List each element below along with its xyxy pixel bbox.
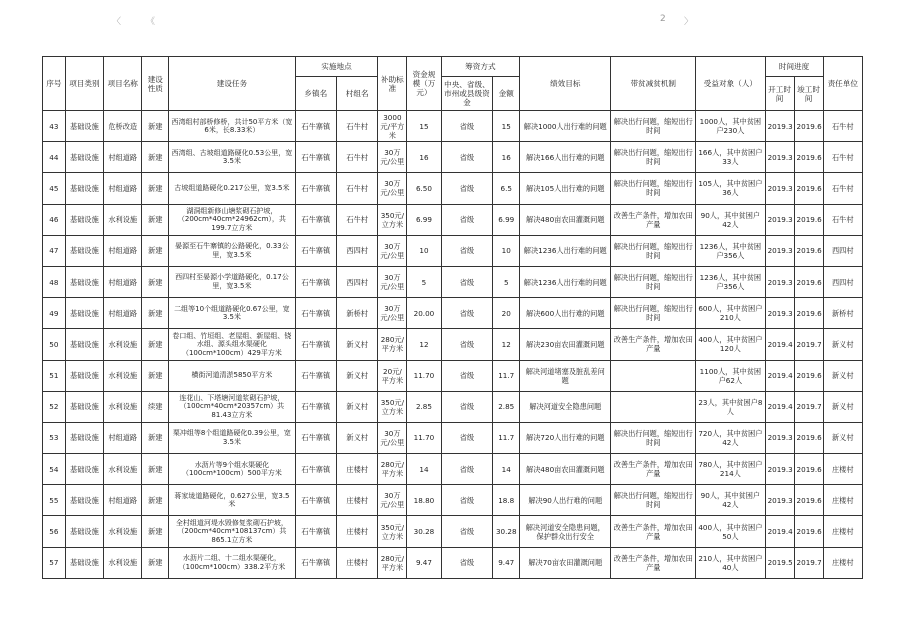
header-start: 开工时间 [765,77,794,111]
cell-category: 基础设施 [65,360,103,391]
cell-unit: 新桥村 [823,298,862,329]
cell-start: 2019.4 [765,329,794,360]
cell-end: 2019.6 [794,235,823,266]
cell-name: 村组道路 [104,173,142,204]
cell-name: 水利设施 [104,329,142,360]
table-row [43,391,863,422]
cell-goal: 解决70亩农田灌溉问题 [520,547,611,578]
page-mark-left-b: 《 [146,17,156,27]
cell-task: 水沥片等9个组水渠硬化（100cm*100cm）500平方米 [169,454,295,485]
cell-start: 2019.3 [765,298,794,329]
cell-seq: 51 [43,360,66,391]
cell-task: 古坡组道路硬化0.217公里，宽3.5米 [169,173,295,204]
cell-category: 基础设施 [65,422,103,453]
cell-category: 基础设施 [65,391,103,422]
cell-village: 新义村 [336,360,377,391]
cell-unit: 西四村 [823,235,862,266]
table-row [43,266,863,297]
cell-amount: 2.85 [493,391,520,422]
cell-amount: 12 [493,329,520,360]
cell-village: 庄楼村 [336,454,377,485]
cell-beneficiary: 1236人，其中贫困户356人 [696,266,765,297]
cell-scale: 6.50 [407,173,441,204]
header-unit: 责任单位 [823,57,862,111]
page-mark-left-a: 〈 [112,17,122,27]
cell-nature: 新建 [142,360,169,391]
cell-name: 村组道路 [104,298,142,329]
table-row [43,204,863,235]
cell-seq: 50 [43,329,66,360]
cell-seq: 48 [43,266,66,297]
cell-subsidy: 30万元/公里 [378,235,407,266]
cell-name: 水利设施 [104,360,142,391]
cell-township: 石牛寨镇 [295,391,336,422]
table-body [43,111,863,579]
cell-start: 2019.5 [765,547,794,578]
cell-township: 石牛寨镇 [295,266,336,297]
header-task: 建设任务 [169,57,295,111]
cell-goal: 解决480亩农田灌溉问题 [520,204,611,235]
cell-start: 2019.3 [765,173,794,204]
header-row-1 [43,57,863,77]
header-subsidy: 补助标准 [378,57,407,111]
cell-task: 全村组道河堤水毁修复浆砌石护坡，（200cm*40cm*108137cm）共865.1立方米 [169,516,295,547]
cell-subsidy: 30万元/公里 [378,266,407,297]
cell-beneficiary: 1000人，其中贫困户230人 [696,111,765,142]
cell-end: 2019.6 [794,516,823,547]
cell-scale: 9.47 [407,547,441,578]
cell-seq: 54 [43,454,66,485]
cell-start: 2019.3 [765,111,794,142]
cell-scale: 5 [407,266,441,297]
table-row [43,298,863,329]
cell-end: 2019.6 [794,204,823,235]
cell-mechanism: 解决出行问题，缩短出行时间 [611,422,696,453]
cell-unit: 庄楼村 [823,547,862,578]
cell-amount: 11.7 [493,422,520,453]
cell-task: 晏源至石牛寨镇的公路硬化，0.33公里，宽3.5米 [169,235,295,266]
cell-amount: 5 [493,266,520,297]
cell-seq: 44 [43,142,66,173]
cell-amount: 20 [493,298,520,329]
cell-unit: 石牛村 [823,204,862,235]
cell-mechanism: 改善生产条件，增加农田产量 [611,204,696,235]
cell-name: 水利设施 [104,204,142,235]
cell-mechanism: 改善生产条件，增加农田产量 [611,329,696,360]
cell-name: 危桥改造 [104,111,142,142]
cell-task: 水沥片二组、十二组水渠硬化，（100cm*100cm）338.2平方米 [169,547,295,578]
cell-category: 基础设施 [65,485,103,516]
cell-goal: 解决105人出行难的问题 [520,173,611,204]
cell-township: 石牛寨镇 [295,142,336,173]
cell-end: 2019.6 [794,173,823,204]
cell-subsidy: 30万元/公里 [378,298,407,329]
cell-beneficiary: 90人，其中贫困户42人 [696,204,765,235]
header-goal: 绩效目标 [520,57,611,111]
cell-mechanism [611,360,696,391]
header-funding: 筹资方式 [441,57,520,77]
cell-start: 2019.3 [765,485,794,516]
cell-mechanism [611,391,696,422]
cell-mechanism: 改善生产条件，增加农田产量 [611,454,696,485]
cell-seq: 46 [43,204,66,235]
cell-township: 石牛寨镇 [295,298,336,329]
cell-category: 基础设施 [65,266,103,297]
cell-end: 2019.6 [794,111,823,142]
cell-unit: 西四村 [823,266,862,297]
cell-end: 2019.6 [794,454,823,485]
cell-township: 石牛寨镇 [295,111,336,142]
cell-category: 基础设施 [65,204,103,235]
table-row [43,235,863,266]
cell-source: 省级 [441,235,493,266]
cell-unit: 庄楼村 [823,485,862,516]
cell-nature: 新建 [142,422,169,453]
cell-source: 省级 [441,360,493,391]
cell-start: 2019.3 [765,142,794,173]
cell-task: 栗冲组等8个组道路硬化0.39公里，宽3.5米 [169,422,295,453]
cell-category: 基础设施 [65,454,103,485]
cell-goal: 解决480亩农田灌溉问题 [520,454,611,485]
cell-end: 2019.6 [794,142,823,173]
cell-seq: 53 [43,422,66,453]
cell-beneficiary: 166人，其中贫困户33人 [696,142,765,173]
cell-unit: 新义村 [823,422,862,453]
page-mark-right: 〉 [684,17,694,27]
cell-nature: 新建 [142,485,169,516]
cell-end: 2019.6 [794,360,823,391]
cell-township: 石牛寨镇 [295,485,336,516]
cell-source: 省级 [441,173,493,204]
cell-mechanism: 改善生产条件，增加农田产量 [611,547,696,578]
cell-end: 2019.6 [794,485,823,516]
cell-subsidy: 30万元/公里 [378,422,407,453]
cell-village: 石牛村 [336,142,377,173]
cell-scale: 12 [407,329,441,360]
cell-subsidy: 3000元/平方米 [378,111,407,142]
cell-source: 省级 [441,298,493,329]
cell-beneficiary: 105人，其中贫困户36人 [696,173,765,204]
cell-subsidy: 350元/立方米 [378,204,407,235]
cell-amount: 15 [493,111,520,142]
cell-seq: 52 [43,391,66,422]
cell-nature: 新建 [142,298,169,329]
header-category: 项目类别 [65,57,103,111]
cell-village: 新义村 [336,391,377,422]
cell-name: 水利设施 [104,454,142,485]
cell-nature: 新建 [142,516,169,547]
cell-amount: 6.99 [493,204,520,235]
header-location: 实施地点 [295,57,378,77]
cell-nature: 新建 [142,454,169,485]
table-row [43,485,863,516]
cell-village: 石牛村 [336,111,377,142]
cell-township: 石牛寨镇 [295,547,336,578]
header-seq: 序号 [43,57,66,111]
cell-seq: 47 [43,235,66,266]
cell-goal: 解决166人出行难的问题 [520,142,611,173]
cell-seq: 57 [43,547,66,578]
cell-task: 西湾组村部桥修桥，共计50平方米（宽6米，长8.33米） [169,111,295,142]
cell-subsidy: 280元/平方米 [378,547,407,578]
cell-name: 水利设施 [104,516,142,547]
cell-beneficiary: 210人，其中贫困户40人 [696,547,765,578]
cell-subsidy: 30万元/公里 [378,485,407,516]
cell-nature: 新建 [142,235,169,266]
cell-village: 新桥村 [336,298,377,329]
cell-village: 西四村 [336,235,377,266]
cell-amount: 14 [493,454,520,485]
cell-nature: 新建 [142,204,169,235]
cell-end: 2019.7 [794,329,823,360]
cell-village: 西四村 [336,266,377,297]
cell-mechanism: 解决出行问题，缩短出行时间 [611,266,696,297]
header-source: 中央、省级、市州或县级资金 [441,77,493,111]
cell-scale: 6.99 [407,204,441,235]
cell-scale: 2.85 [407,391,441,422]
cell-nature: 新建 [142,111,169,142]
cell-beneficiary: 400人，其中贫困户50人 [696,516,765,547]
cell-name: 水利设施 [104,547,142,578]
cell-mechanism: 解决出行问题，缩短出行时间 [611,235,696,266]
cell-source: 省级 [441,204,493,235]
cell-source: 省级 [441,111,493,142]
cell-source: 省级 [441,142,493,173]
cell-task: 连花山、下塔塘河道浆砌石护坡，（100cm*40cm*20357cm）共81.43立方米 [169,391,295,422]
cell-unit: 庄楼村 [823,454,862,485]
header-name: 项目名称 [104,57,142,111]
cell-mechanism: 解决出行问题，缩短出行时间 [611,111,696,142]
cell-village: 新义村 [336,422,377,453]
cell-source: 省级 [441,485,493,516]
cell-start: 2019.3 [765,454,794,485]
cell-end: 2019.6 [794,266,823,297]
cell-amount: 30.28 [493,516,520,547]
cell-village: 庄楼村 [336,516,377,547]
cell-subsidy: 280元/平方米 [378,454,407,485]
cell-beneficiary: 23人，其中贫困户8人 [696,391,765,422]
cell-township: 石牛寨镇 [295,329,336,360]
cell-start: 2019.3 [765,235,794,266]
cell-name: 村组道路 [104,142,142,173]
header-amount: 金额 [493,77,520,111]
cell-start: 2019.3 [765,266,794,297]
cell-beneficiary: 1100人，其中贫困户62人 [696,360,765,391]
cell-amount: 16 [493,142,520,173]
cell-end: 2019.6 [794,298,823,329]
cell-mechanism: 解决出行问题，缩短出行时间 [611,298,696,329]
header-village: 村组名 [336,77,377,111]
cell-goal: 解决230亩农田灌溉问题 [520,329,611,360]
cell-mechanism: 解决出行问题，缩短出行时间 [611,173,696,204]
cell-unit: 庄楼村 [823,516,862,547]
header-schedule: 时间进度 [765,57,823,77]
cell-category: 基础设施 [65,173,103,204]
cell-source: 省级 [441,266,493,297]
cell-village: 新义村 [336,329,377,360]
cell-seq: 45 [43,173,66,204]
cell-task: 二组等10个组道路硬化0.67公里，宽3.5米 [169,298,295,329]
cell-goal: 解决河道安全隐患问题 [520,391,611,422]
cell-nature: 新建 [142,547,169,578]
cell-category: 基础设施 [65,111,103,142]
cell-scale: 15 [407,111,441,142]
cell-name: 村组道路 [104,422,142,453]
cell-end: 2019.7 [794,547,823,578]
cell-task: 蒋家垅道路硬化，0.627公里，宽3.5米 [169,485,295,516]
header-township: 乡镇名 [295,77,336,111]
cell-task: 卷口组、竹垣组、老屋组、新屋组、铙水组、源头组水渠硬化（100cm*100cm）429平方米 [169,329,295,360]
project-table [42,56,863,579]
cell-mechanism: 解决出行问题，缩短出行时间 [611,485,696,516]
cell-task: 西湾组、古坡组道路硬化0.53公里，宽3.5米 [169,142,295,173]
cell-amount: 18.8 [493,485,520,516]
header-nature: 建设性质 [142,57,169,111]
cell-start: 2019.4 [765,391,794,422]
cell-name: 水利设施 [104,391,142,422]
table-row [43,547,863,578]
cell-nature: 新建 [142,173,169,204]
cell-unit: 石牛村 [823,173,862,204]
cell-nature: 新建 [142,329,169,360]
cell-unit: 新义村 [823,329,862,360]
cell-scale: 20.00 [407,298,441,329]
table-row [43,142,863,173]
cell-township: 石牛寨镇 [295,173,336,204]
table-row [43,454,863,485]
cell-goal: 解决90人出行难的问题 [520,485,611,516]
cell-mechanism: 解决出行问题，缩短出行时间 [611,142,696,173]
cell-goal: 解决1236人出行难的问题 [520,235,611,266]
cell-source: 省级 [441,547,493,578]
cell-scale: 30.28 [407,516,441,547]
cell-task: 西四村至晏源小学道路硬化，0.17公里，宽3.5米 [169,266,295,297]
cell-goal: 解决600人出行难的问题 [520,298,611,329]
cell-end: 2019.7 [794,391,823,422]
cell-township: 石牛寨镇 [295,454,336,485]
cell-scale: 11.70 [407,360,441,391]
cell-source: 省级 [441,329,493,360]
cell-amount: 11.7 [493,360,520,391]
cell-amount: 9.47 [493,547,520,578]
cell-beneficiary: 600人，其中贫困户210人 [696,298,765,329]
cell-nature: 新建 [142,142,169,173]
cell-goal: 解决河道安全隐患问题，保护群众出行安全 [520,516,611,547]
cell-source: 省级 [441,391,493,422]
header-end: 竣工时间 [794,77,823,111]
cell-category: 基础设施 [65,516,103,547]
cell-unit: 新义村 [823,360,862,391]
cell-task: 横街河道清淤5850平方米 [169,360,295,391]
cell-township: 石牛寨镇 [295,204,336,235]
cell-village: 石牛村 [336,204,377,235]
table-row [43,516,863,547]
cell-goal: 解决河道堵塞及脏乱差问题 [520,360,611,391]
cell-amount: 10 [493,235,520,266]
cell-mechanism: 改善生产条件，增加农田产量 [611,516,696,547]
cell-unit: 石牛村 [823,111,862,142]
cell-goal: 解决1236人出行难的问题 [520,266,611,297]
cell-category: 基础设施 [65,142,103,173]
page-header-marks [0,14,898,28]
cell-goal: 解决1000人出行难的问题 [520,111,611,142]
cell-township: 石牛寨镇 [295,422,336,453]
cell-beneficiary: 780人，其中贫困户214人 [696,454,765,485]
header-mechanism: 带贫减贫机制 [611,57,696,111]
cell-source: 省级 [441,422,493,453]
cell-subsidy: 20元/平方米 [378,360,407,391]
cell-name: 村组道路 [104,485,142,516]
page-number: 2 [660,14,666,24]
table-row [43,173,863,204]
cell-beneficiary: 720人，其中贫困户42人 [696,422,765,453]
cell-source: 省级 [441,516,493,547]
cell-township: 石牛寨镇 [295,516,336,547]
cell-name: 村组道路 [104,235,142,266]
cell-start: 2019.3 [765,422,794,453]
cell-subsidy: 350元/立方米 [378,516,407,547]
cell-village: 石牛村 [336,173,377,204]
cell-category: 基础设施 [65,329,103,360]
cell-village: 庄楼村 [336,547,377,578]
header-beneficiary: 受益对象（人） [696,57,765,111]
header-scale: 资金规模（万元） [407,57,441,111]
cell-source: 省级 [441,454,493,485]
cell-beneficiary: 400人，其中贫困户120人 [696,329,765,360]
cell-start: 2019.4 [765,516,794,547]
cell-start: 2019.4 [765,360,794,391]
cell-subsidy: 30万元/公里 [378,142,407,173]
cell-amount: 6.5 [493,173,520,204]
cell-scale: 14 [407,454,441,485]
cell-subsidy: 280元/平方米 [378,329,407,360]
cell-name: 村组道路 [104,266,142,297]
table-row [43,329,863,360]
cell-seq: 55 [43,485,66,516]
cell-category: 基础设施 [65,547,103,578]
cell-category: 基础设施 [65,235,103,266]
cell-nature: 续建 [142,391,169,422]
cell-unit: 石牛村 [823,142,862,173]
cell-end: 2019.6 [794,422,823,453]
table-row [43,422,863,453]
cell-beneficiary: 1236人，其中贫困户356人 [696,235,765,266]
cell-goal: 解决720人出行难的问题 [520,422,611,453]
table-row [43,360,863,391]
cell-nature: 新建 [142,266,169,297]
cell-task: 湖洞组新修山塘浆砌石护坡，（200cm*40cm*24962cm），共199.7立方米 [169,204,295,235]
cell-category: 基础设施 [65,298,103,329]
cell-scale: 11.70 [407,422,441,453]
cell-township: 石牛寨镇 [295,360,336,391]
cell-seq: 56 [43,516,66,547]
cell-seq: 49 [43,298,66,329]
cell-scale: 18.80 [407,485,441,516]
cell-village: 庄楼村 [336,485,377,516]
cell-township: 石牛寨镇 [295,235,336,266]
cell-unit: 新义村 [823,391,862,422]
cell-subsidy: 350元/立方米 [378,391,407,422]
cell-start: 2019.3 [765,204,794,235]
cell-scale: 16 [407,142,441,173]
cell-subsidy: 30万元/公里 [378,173,407,204]
table-row [43,111,863,142]
cell-beneficiary: 90人，其中贫困户42人 [696,485,765,516]
cell-scale: 10 [407,235,441,266]
cell-seq: 43 [43,111,66,142]
